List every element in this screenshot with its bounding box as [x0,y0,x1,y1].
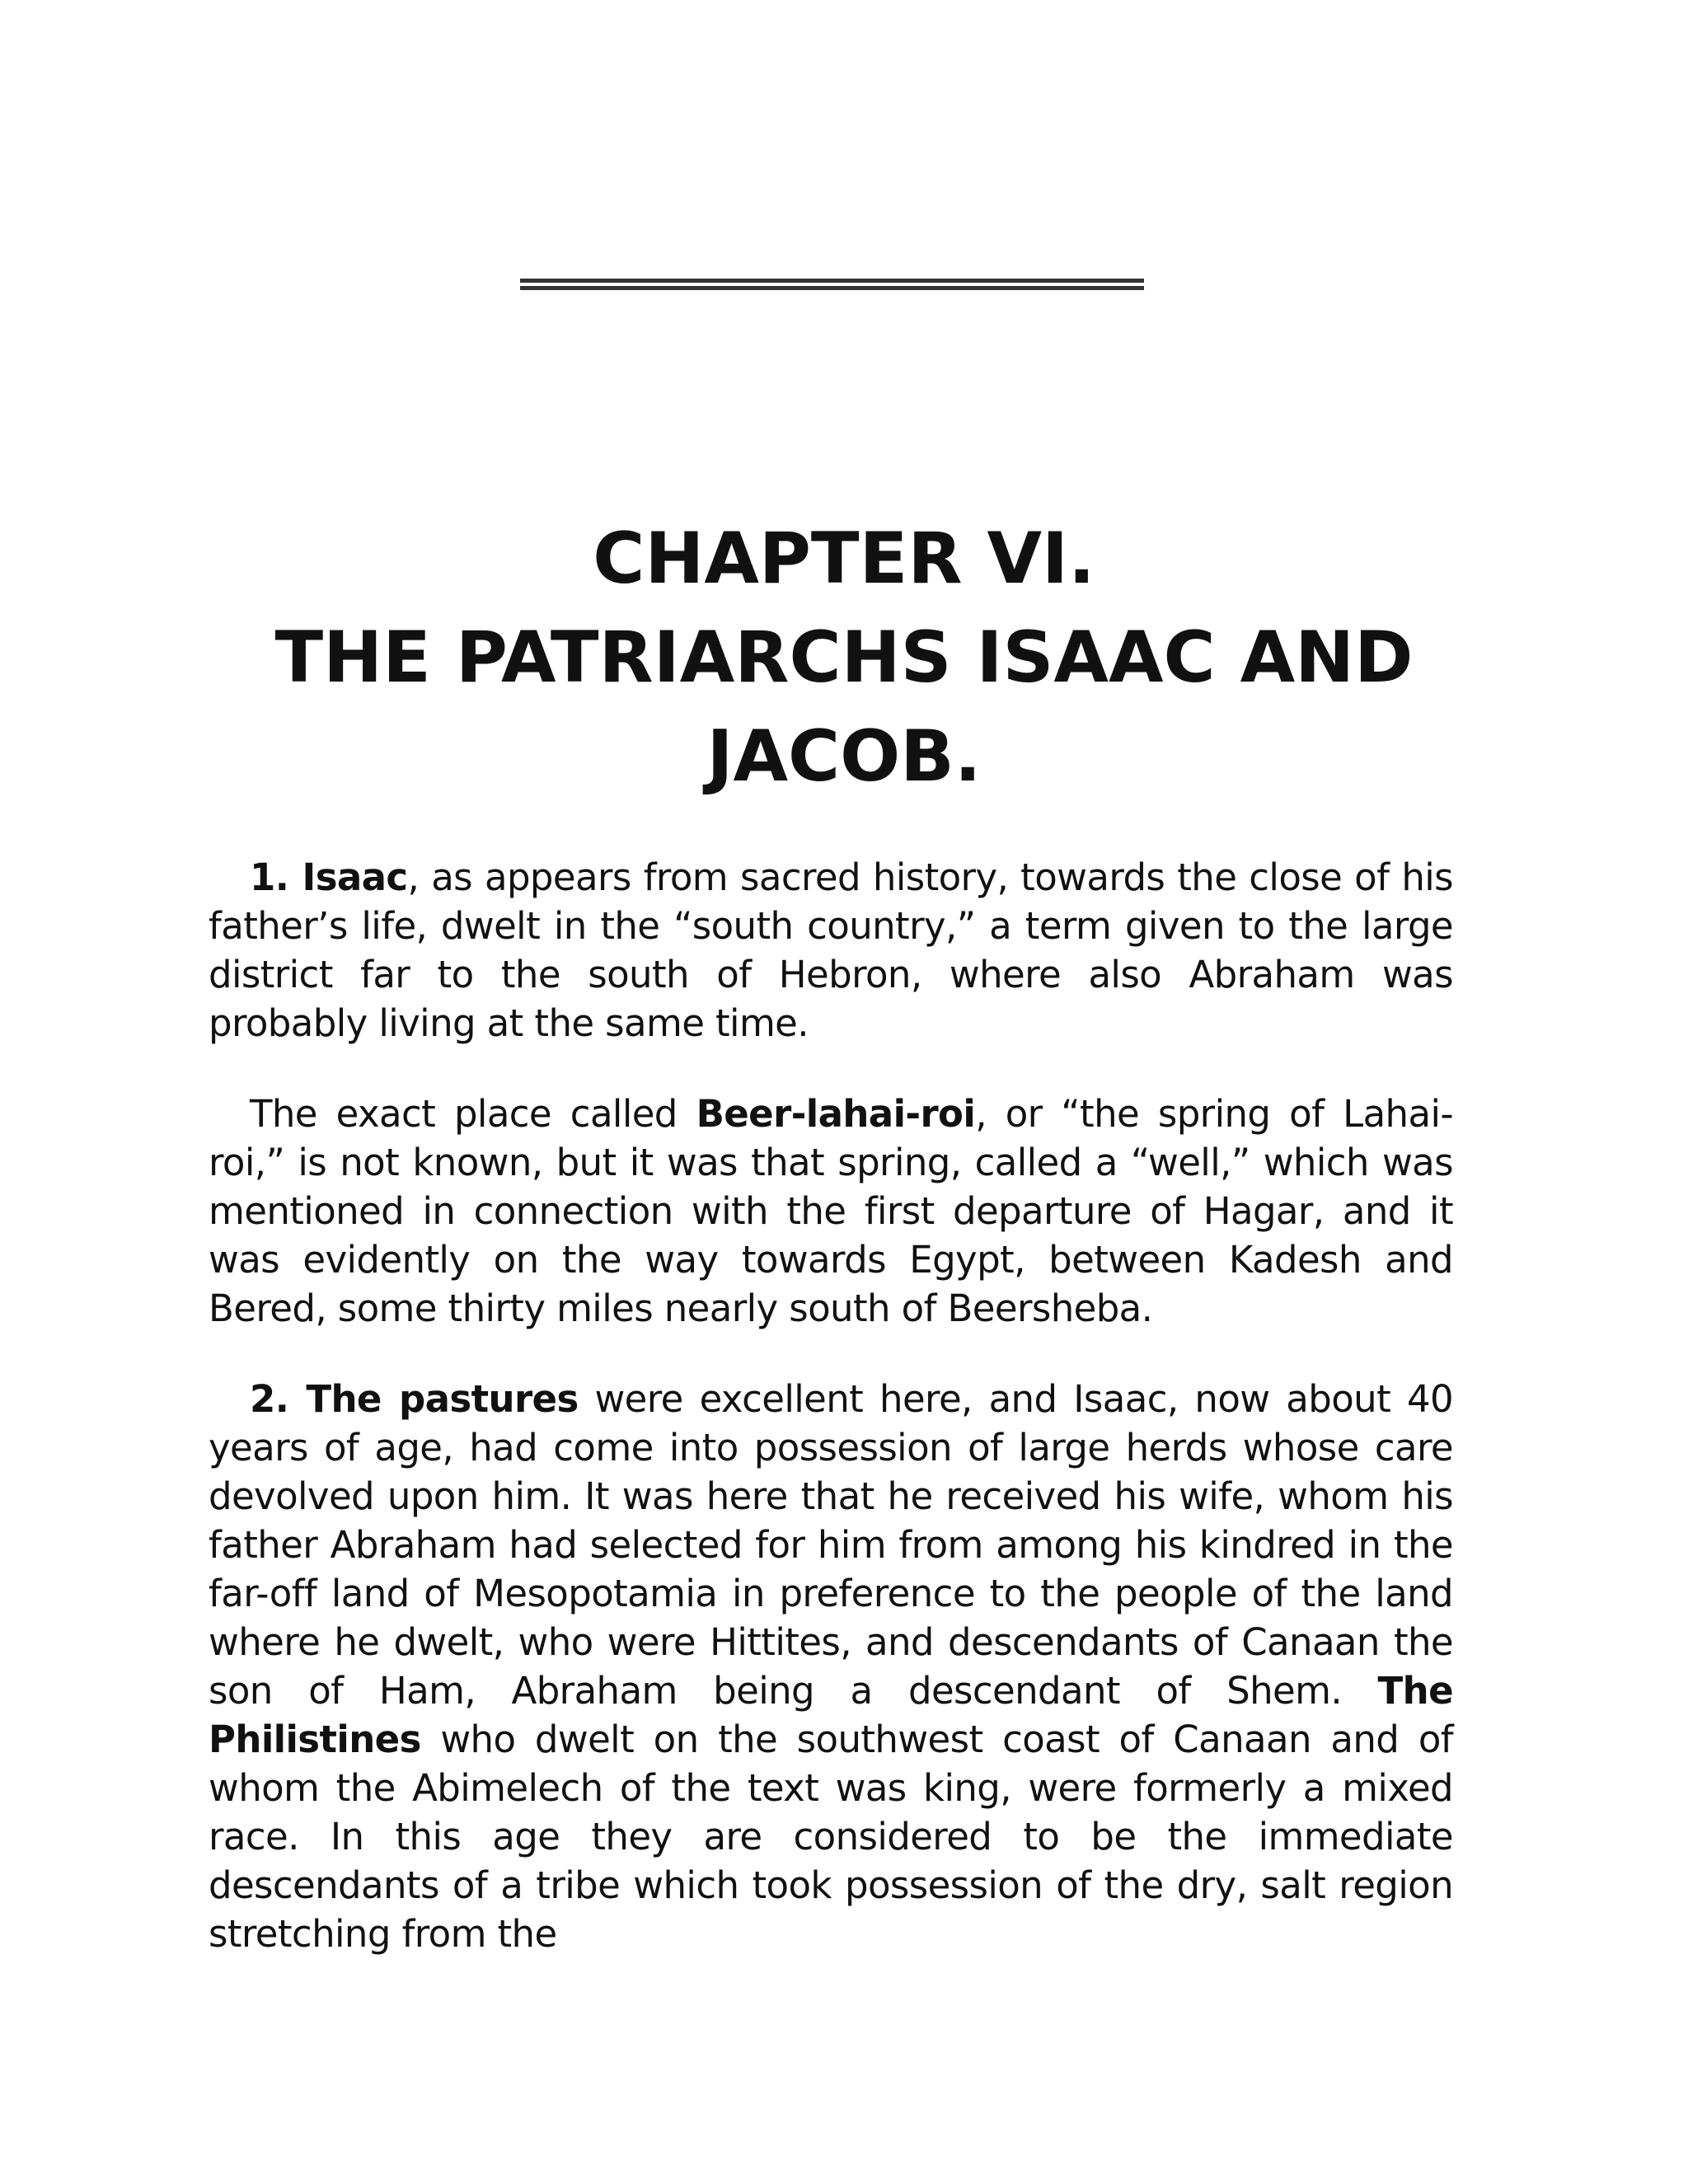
paragraph-1 [209,853,1453,1047]
rule-line-bottom [520,286,1144,290]
paragraph-1-lead: 1. Isaac [250,855,408,899]
chapter-title-line-1: THE PATRIARCHS ISAAC AND [274,616,1414,699]
paragraph-2-bold-term: Beer-lahai-roi [696,1092,976,1136]
paragraph-3-lead: 2. The pastures [250,1377,579,1421]
chapter-heading [0,509,1688,806]
chapter-title-line-2: JACOB. [706,715,982,798]
double-rule-divider [520,279,1144,290]
rule-line-top [520,279,1144,283]
paragraph-2-pre: The exact place called [250,1092,696,1136]
paragraph-3-text-continued: who dwelt on the southwest coast of Canaan and of whom the Abimelech of the text was king, were formerly a mixed race. In this age they are considered to be the immediate descendants of a tribe which took possession of the dry, salt region stretching from the [209,1718,1453,1956]
paragraph-3-bold-term: The Philistines [209,1669,1453,1761]
paragraph-2 [209,1090,1453,1333]
paragraph-2-text: , or “the spring of Lahai-roi,” is not known, but it was that spring, called a “well,” which was mentioned in connection with the first departure of Hagar, and it was evidently on the way towards Egypt, between Kadesh and Bered, some thirty miles nearly south of Beersheba. [209,1092,1453,1330]
chapter-body [209,853,1453,2000]
chapter-number: CHAPTER VI. [593,518,1095,600]
paragraph-1-text: , as appears from sacred history, towards the close of his father’s life, dwelt in the “south country,” a term given to the large district far to the south of Hebron, where also Abraham was probably living at the same time. [209,855,1453,1045]
paragraph-3 [209,1375,1453,1958]
paragraph-3-text: were excellent here, and Isaac, now about 40 years of age, had come into possession of large herds whose care devolved upon him. It was here that he received his wife, whom his father Abraham had selected for him from among his kindred in the far-off land of Mesopotamia in preference to the people of the land where he dwelt, who were Hittites, and descendants of Canaan the son of Ham, Abraham being a descendant of Shem. [209,1377,1454,1713]
